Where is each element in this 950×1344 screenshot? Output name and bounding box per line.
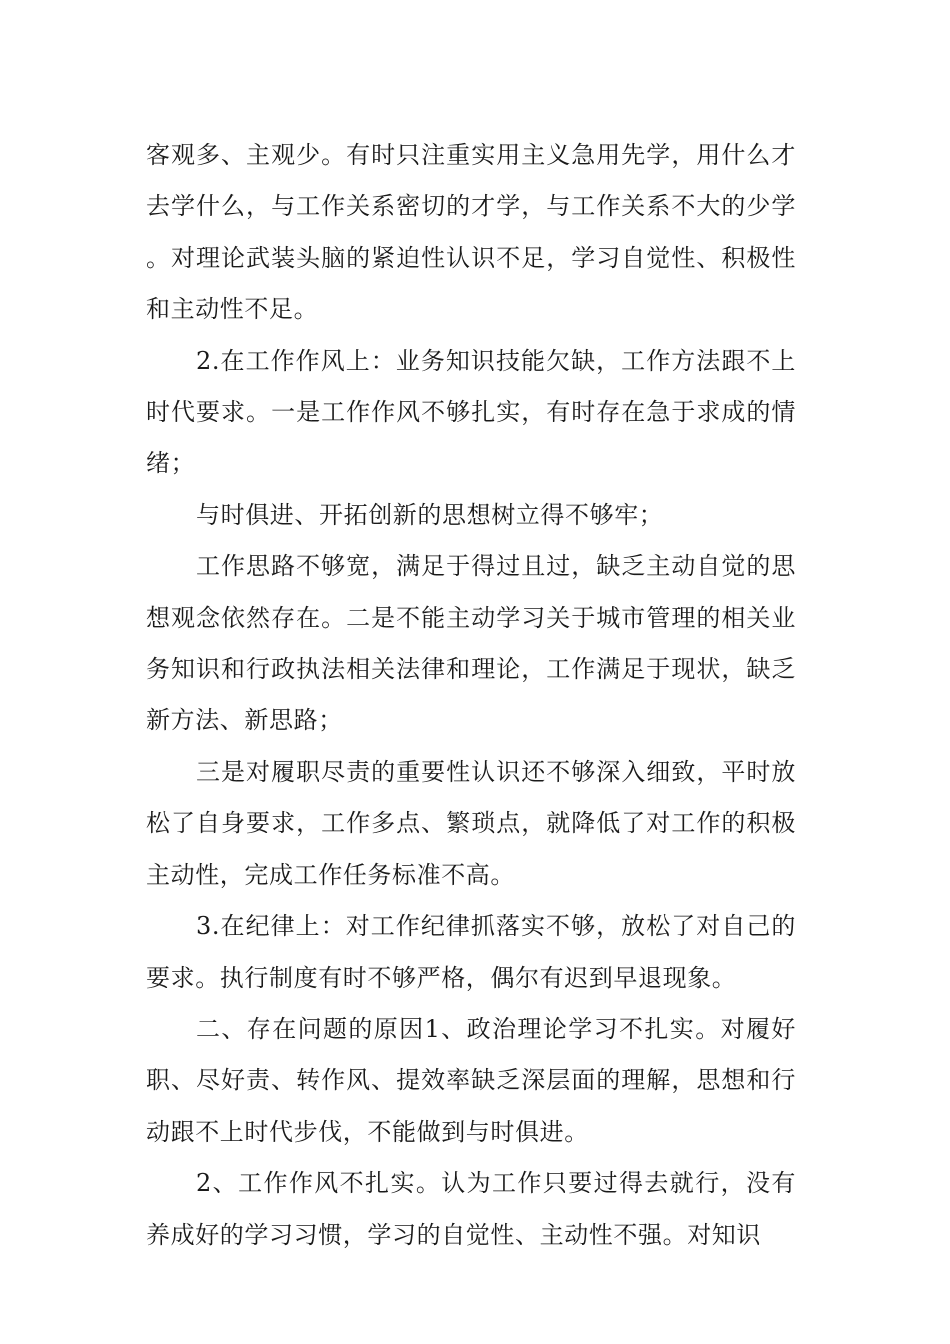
paragraph-6: 3.在纪律上：对工作纪律抓落实不够，放松了对自己的要求。执行制度有时不够严格，偶尔有迟到早退现象。 [146, 912, 796, 992]
document-body [146, 130, 796, 1261]
paragraph-2: 2.在工作作风上：业务知识技能欠缺，工作方法跟不上时代要求。一是工作作风不够扎实，有时存在急于求成的情绪； [146, 346, 796, 478]
paragraph-5: 三是对履职尽责的重要性认识还不够深入细致，平时放松了自身要求，工作多点、繁琐点，就降低了对工作的积极主动性，完成工作任务标准不高。 [146, 757, 796, 889]
paragraph-1: 客观多、主观少。有时只注重实用主义急用先学，用什么才去学什么，与工作关系密切的才学，与工作关系不大的少学。对理论武装头脑的紧迫性认识不足，学习自觉性、积极性和主动性不足。 [146, 141, 796, 324]
paragraph-7: 二、存在问题的原因1、政治理论学习不扎实。对履好职、尽好责、转作风、提效率缺乏深层面的理解，思想和行动跟不上时代步伐，不能做到与时俱进。 [146, 1014, 796, 1146]
paragraph-8: 2、工作作风不扎实。认为工作只要过得去就行，没有养成好的学习习惯，学习的自觉性、主动性不强。对知识 [146, 1169, 796, 1249]
paragraph-4: 工作思路不够宽，满足于得过且过，缺乏主动自觉的思想观念依然存在。二是不能主动学习关于城市管理的相关业务知识和行政执法相关法律和理论，工作满足于现状，缺乏新方法、新思路； [146, 552, 796, 735]
paragraph-3: 与时俱进、开拓创新的思想树立得不够牢； [196, 500, 664, 529]
